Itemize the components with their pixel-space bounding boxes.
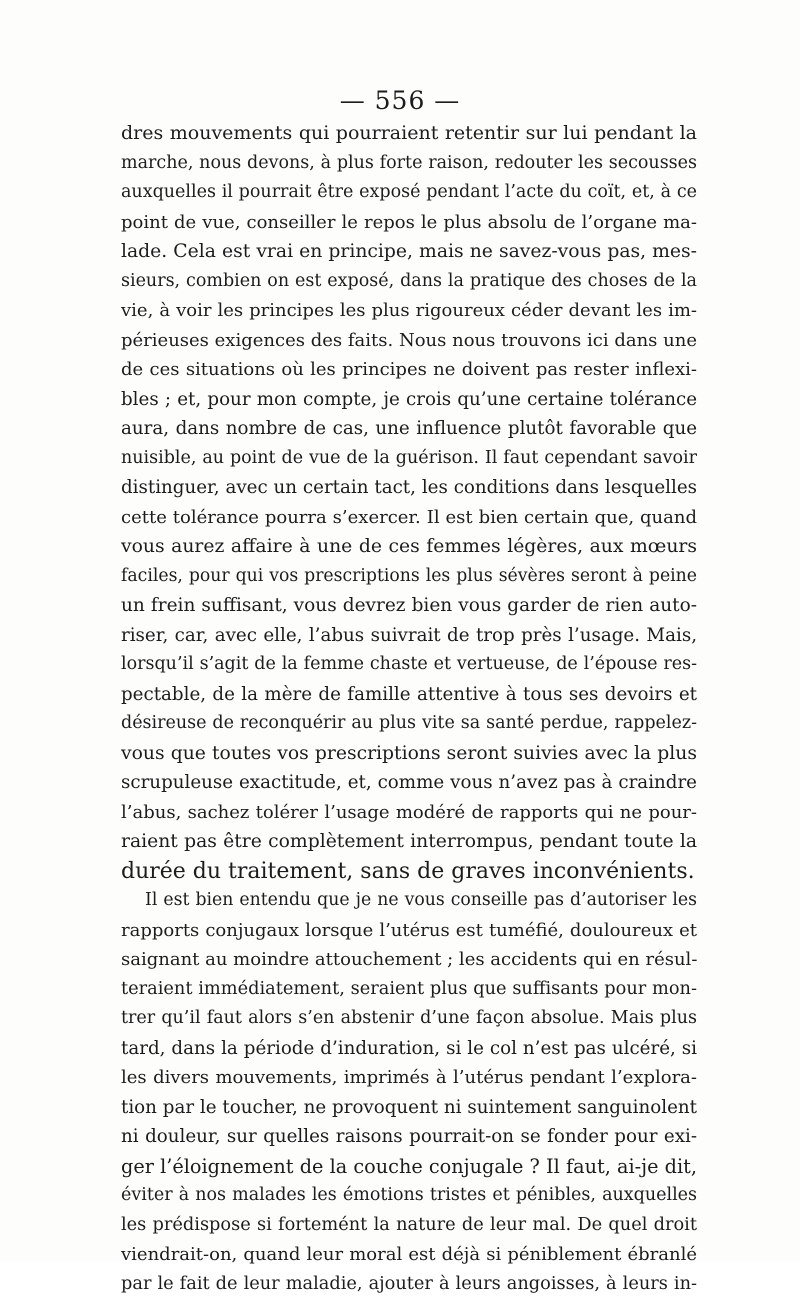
text-line: point de vue, conseiller le repos le plus absolu de l’organe ma- bbox=[121, 208, 697, 238]
text-line: cette tolérance pourra s’exercer. Il est bien certain que, quand bbox=[121, 503, 697, 533]
text-line: sieurs, combien on est exposé, dans la pratique des choses de la bbox=[121, 267, 697, 297]
text-line: tion par le toucher, ne provoquent ni suintement sanguinolent bbox=[121, 1093, 697, 1123]
text-line: tard, dans la période d’induration, si le col n’est pas ulcéré, si bbox=[121, 1034, 697, 1064]
text-line: viendrait-on, quand leur moral est déjà si péniblement ébranlé bbox=[121, 1240, 697, 1270]
text-line: vous que toutes vos prescriptions seront suivies avec la plus bbox=[121, 739, 697, 769]
text-line: éviter à nos malades les émotions tristes et pénibles, auxquelles bbox=[121, 1181, 697, 1211]
text-line: dres mouvements qui pourraient retentir sur lui pendant la bbox=[121, 119, 697, 149]
text-line: les divers mouvements, imprimés à l’utérus pendant l’explora- bbox=[121, 1063, 697, 1093]
text-line: trer qu’il faut alors s’en abstenir d’une façon absolue. Mais plus bbox=[121, 1004, 697, 1034]
text-line: auxquelles il pourrait être exposé pendant l’acte du coït, et, à ce bbox=[121, 178, 697, 208]
text-line: ni douleur, sur quelles raisons pourrait-on se fonder pour exi- bbox=[121, 1122, 697, 1152]
text-line: durée du traitement, sans de graves inconvénients. bbox=[121, 857, 697, 887]
text-line: vous aurez affaire à une de ces femmes légères, aux mœurs bbox=[121, 532, 697, 562]
text-line: désireuse de reconquérir au plus vite sa santé perdue, rappelez- bbox=[121, 709, 697, 739]
text-line: lade. Cela est vrai en principe, mais ne savez-vous pas, mes- bbox=[121, 237, 697, 267]
text-line: teraient immédiatement, seraient plus que suffisants pour mon- bbox=[121, 975, 697, 1005]
text-line: raient pas être complètement interrompus, pendant toute la bbox=[121, 827, 697, 857]
text-line: les prédispose si fortemént la nature de leur mal. De quel droit bbox=[121, 1211, 697, 1241]
body-text bbox=[121, 119, 697, 1299]
text-line: périeuses exigences des faits. Nous nous trouvons ici dans une bbox=[121, 326, 697, 356]
text-line: bles ; et, pour mon compte, je crois qu’une certaine tolérance bbox=[121, 385, 697, 415]
text-line: de ces situations où les principes ne doivent pas rester inflexi- bbox=[121, 355, 697, 385]
text-line: distinguer, avec un certain tact, les conditions dans lesquelles bbox=[121, 473, 697, 503]
text-line: nuisible, au point de vue de la guérison. Il faut cependant savoir bbox=[121, 444, 697, 474]
text-line: saignant au moindre attouchement ; les accidents qui en résul- bbox=[121, 945, 697, 975]
text-line: aura, dans nombre de cas, une influence plutôt favorable que bbox=[121, 414, 697, 444]
text-line: riser, car, avec elle, l’abus suivrait de trop près l’usage. Mais, bbox=[121, 621, 697, 651]
page-number: — 556 — bbox=[0, 86, 800, 115]
text-line: un frein suffisant, vous devrez bien vous garder de rien auto- bbox=[121, 591, 697, 621]
text-line: scrupuleuse exactitude, et, comme vous n’avez pas à craindre bbox=[121, 768, 697, 798]
text-line: lorsqu’il s’agit de la femme chaste et vertueuse, de l’épouse res- bbox=[121, 650, 697, 680]
text-line: par le fait de leur maladie, ajouter à leurs angoisses, à leurs in- bbox=[121, 1270, 697, 1299]
text-line: ger l’éloignement de la couche conjugale ? Il faut, ai-je dit, bbox=[121, 1152, 697, 1182]
text-line: vie, à voir les principes les plus rigoureux céder devant les im- bbox=[121, 296, 697, 326]
text-line: rapports conjugaux lorsque l’utérus est tuméfié, douloureux et bbox=[121, 916, 697, 946]
text-line: l’abus, sachez tolérer l’usage modéré de rapports qui ne pour- bbox=[121, 798, 697, 828]
text-line: Il est bien entendu que je ne vous conseille pas d’autoriser les bbox=[121, 886, 697, 916]
text-line: faciles, pour qui vos prescriptions les plus sévères seront à peine bbox=[121, 562, 697, 592]
text-line: pectable, de la mère de famille attentive à tous ses devoirs et bbox=[121, 680, 697, 710]
text-line: marche, nous devons, à plus forte raison, redouter les secousses bbox=[121, 149, 697, 179]
